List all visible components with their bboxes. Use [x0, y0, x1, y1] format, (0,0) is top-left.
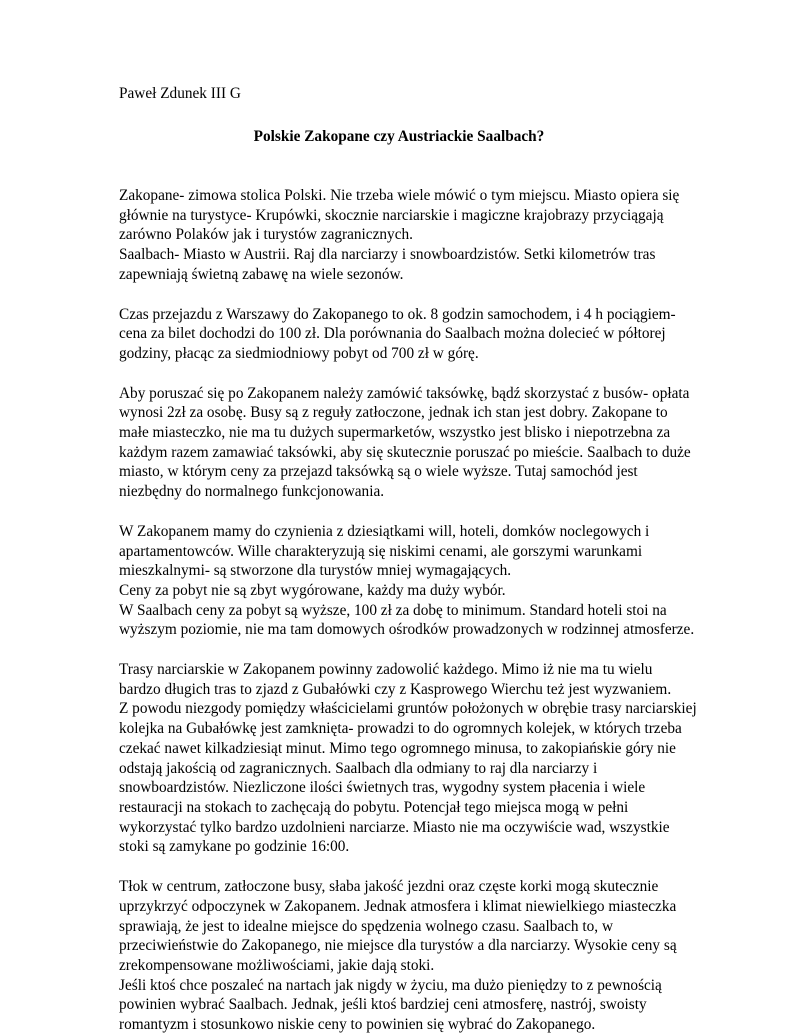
text-line: zrekompensowane możliwościami, jakie dają stoki. — [119, 956, 435, 974]
text-line: Czas przejazdu z Warszawy do Zakopanego to ok. 8 godzin samochodem, i 4 h pociągiem- — [119, 305, 676, 323]
paragraph — [119, 877, 679, 1035]
text-line: W Zakopanem mamy do czynienia z dziesiątkami will, hoteli, domków noclegowych i — [119, 522, 650, 540]
paragraph — [119, 186, 679, 285]
text-line: powinien wybrać Saalbach. Jednak, jeśli ktoś bardziej ceni atmosferę, nastrój, swoisty — [119, 996, 647, 1014]
text-line: mieszkalnymi- są stworzone dla turystów mniej wymagających. — [119, 562, 512, 580]
text-line: wykorzystać tylko bardzo uzdolnieni narciarze. Miasto nie ma oczywiście wad, wszystkie — [119, 818, 670, 836]
paragraph — [119, 522, 695, 640]
text-line: zarówno Polaków jak i turystów zagranicznych. — [119, 226, 413, 244]
text-line: głównie na turystyce- Krupówki, skocznie narciarskie i magiczne krajobrazy przyciągają — [119, 206, 664, 224]
text-line: przeciwieństwie do Zakopanego, nie miejsce dla turystów a dla narciarzy. Wysokie ceny są — [119, 937, 677, 955]
text-line: apartamentowców. Wille charakteryzują się niskimi cenami, ale gorszymi warunkami — [119, 542, 643, 560]
text-line: wynosi 2zł za osobę. Busy są z reguły zatłoczone, jednak ich stan jest dobry. Zakopane to — [119, 404, 668, 422]
text-line: Ceny za pobyt nie są zbyt wygórowane, każdy ma duży wybór. — [119, 581, 506, 599]
paragraph — [119, 305, 679, 364]
text-line: Tłok w centrum, zatłoczone busy, słaba jakość jezdni oraz częste korki mogą skutecznie — [119, 878, 659, 896]
text-line: małe miasteczko, nie ma tu dużych supermarketów, wszystko jest blisko i niepotrzebna za — [119, 424, 671, 442]
text-line: godziny, płacąc za siedmiodniowy pobyt od 700 zł w górę. — [119, 344, 479, 362]
text-line: snowboardzistów. Niezliczone ilości świetnych tras, wygodny system płacenia i wiele — [119, 779, 646, 797]
paragraph — [119, 384, 691, 502]
text-line: sprawiają, że jest to idealne miejsce do spędzenia wolnego czasu. Saalbach to, w — [119, 917, 613, 935]
paragraph — [119, 660, 697, 857]
text-line: kolejka na Gubałówkę jest zamknięta- prowadzi to do ogromnych kolejek, w których trzeba — [119, 720, 682, 738]
text-line: niezbędny do normalnego funkcjonowania. — [119, 483, 385, 501]
text-line: stoki są zamykane po godzinie 16:00. — [119, 838, 350, 856]
text-line: każdym razem zamawiać taksówki, aby się skutecznie poruszać po mieście. Saalbach to duże — [119, 443, 691, 461]
text-line: restauracji na stokach to zachęcają do pobytu. Potencjał tego miejsca mogą w pełni — [119, 798, 629, 816]
document-page — [119, 84, 697, 1035]
text-line: Aby poruszać się po Zakopanem należy zamówić taksówkę, bądź skorzystać z busów- opłata — [119, 384, 690, 402]
document-title: Polskie Zakopane czy Austriackie Saalbach? — [253, 128, 545, 145]
document-body — [119, 186, 697, 1035]
text-line: W Saalbach ceny za pobyt są wyższe, 100 zł za dobę to minimum. Standard hoteli stoi na — [119, 601, 667, 619]
text-line: wyższym poziomie, nie ma tam domowych ośrodków prowadzonych w rodzinnej atmosferze. — [119, 621, 695, 639]
text-line: Saalbach- Miasto w Austrii. Raj dla narciarzy i snowboardzistów. Setki kilometrów tras — [119, 246, 656, 264]
text-line: romantyzm i stosunkowo niskie ceny to powinien się wybrać do Zakopanego. — [119, 1016, 596, 1034]
text-line: bardzo długich tras to zjazd z Gubałówki czy z Kasprowego Wierchu też jest wyzwaniem. — [119, 680, 672, 698]
text-line: Z powodu niezgody pomiędzy właścicielami gruntów położonych w obrębie trasy narciarskiej — [119, 700, 697, 718]
text-line: Zakopane- zimowa stolica Polski. Nie trzeba wiele mówić o tym miejscu. Miasto opiera się — [119, 187, 680, 204]
text-line: Trasy narciarskie w Zakopanem powinny zadowolić każdego. Mimo iż nie ma tu wielu — [119, 661, 653, 679]
author-line: Paweł Zdunek III G — [119, 85, 241, 102]
text-line: uprzykrzyć odpoczynek w Zakopanem. Jednak atmosfera i klimat niewielkiego miasteczka — [119, 897, 677, 915]
text-line: miasto, w którym ceny za przejazd taksówką są o wiele wyższe. Tutaj samochód jest — [119, 463, 638, 481]
text-line: cena za bilet dochodzi do 100 zł. Dla porównania do Saalbach można dolecieć w półtorej — [119, 325, 666, 343]
text-line: Jeśli ktoś chce poszaleć na nartach jak nigdy w życiu, ma dużo pieniędzy to z pewnością — [119, 976, 662, 994]
text-line: czekać nawet kilkadziesiąt minut. Mimo tego ogromnego minusa, to zakopiańskie góry nie — [119, 739, 676, 757]
text-line: odstają jakością od zagranicznych. Saalbach dla odmiany to raj dla narciarzy i — [119, 759, 598, 777]
text-line: zapewniają świetną zabawę na wiele sezonów. — [119, 265, 404, 283]
